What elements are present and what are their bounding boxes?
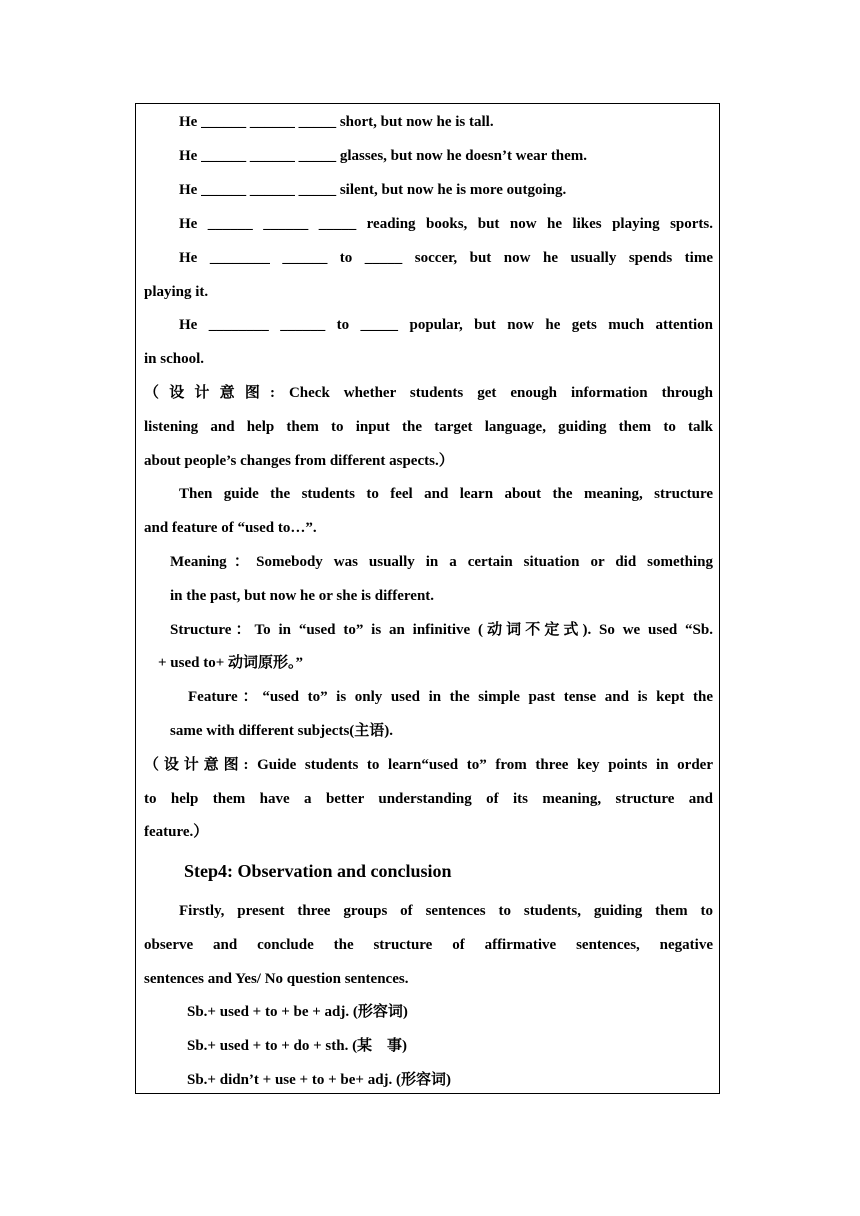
- blank-sentence-3: He ______ ______ _____ silent, but now he is more outgoing.: [179, 182, 567, 198]
- structure-text-line2: + used to+ 动词原形。”: [158, 655, 304, 671]
- guide-paragraph-line2: and feature of “used to…”.: [144, 520, 317, 536]
- step4-heading: Step4: Observation and conclusion: [184, 861, 452, 881]
- blank-sentence-2: He ______ ______ _____ glasses, but now he doesn’t wear them.: [179, 148, 588, 164]
- structure-text: Structure：To in “used to” is an infinitive (动词不定式). So we used “Sb.: [170, 622, 713, 638]
- guide-paragraph: Then guide the students to feel and learn about the meaning, structure: [179, 486, 713, 502]
- pattern-affirmative-verb: Sb.+ used + to + do + sth. (某 事): [187, 1038, 408, 1054]
- blank-sentence-1: He ______ ______ _____ short, but now he is tall.: [179, 114, 494, 130]
- design-intent-2: （设计意图: Guide students to learn“used to” from three key points in order: [144, 757, 713, 773]
- blank-sentence-5-cont: playing it.: [144, 284, 209, 300]
- meaning-text-line2: in the past, but now he or she is different.: [170, 588, 435, 604]
- blank-sentence-6: He ________ ______ to _____ popular, but now he gets much attention: [179, 317, 713, 333]
- feature-text: Feature：“used to” is only used in the simple past tense and is kept the: [188, 689, 713, 705]
- blank-sentence-4: He ______ ______ _____ reading books, but now he likes playing sports.: [179, 216, 713, 232]
- pattern-affirmative-adj: Sb.+ used + to + be + adj. (形容词): [187, 1004, 408, 1020]
- design-intent-2-line2: to help them have a better understanding of its meaning, structure and: [144, 791, 713, 807]
- step4-paragraph-line3: sentences and Yes/ No question sentences.: [144, 971, 409, 987]
- blank-sentence-6-cont: in school.: [144, 351, 205, 367]
- feature-text-line2: same with different subjects(主语).: [170, 723, 394, 739]
- design-intent-1-line2: listening and help them to input the target language, guiding them to talk: [144, 419, 713, 435]
- design-intent-1-line3: about people’s changes from different aspects.）: [144, 453, 454, 469]
- meaning-text: Meaning：Somebody was usually in a certain situation or did something: [170, 554, 713, 570]
- blank-sentence-5: He ________ ______ to _____ soccer, but now he usually spends time: [179, 250, 713, 266]
- step4-paragraph: Firstly, present three groups of sentences to students, guiding them to: [179, 903, 713, 919]
- design-intent-1: （设计意图: Check whether students get enough information through: [144, 385, 713, 401]
- pattern-negative-adj: Sb.+ didn’t + use + to + be+ adj. (形容词): [187, 1072, 452, 1088]
- design-intent-2-line3: feature.）: [144, 824, 209, 840]
- step4-paragraph-line2: observe and conclude the structure of affirmative sentences, negative: [144, 937, 713, 953]
